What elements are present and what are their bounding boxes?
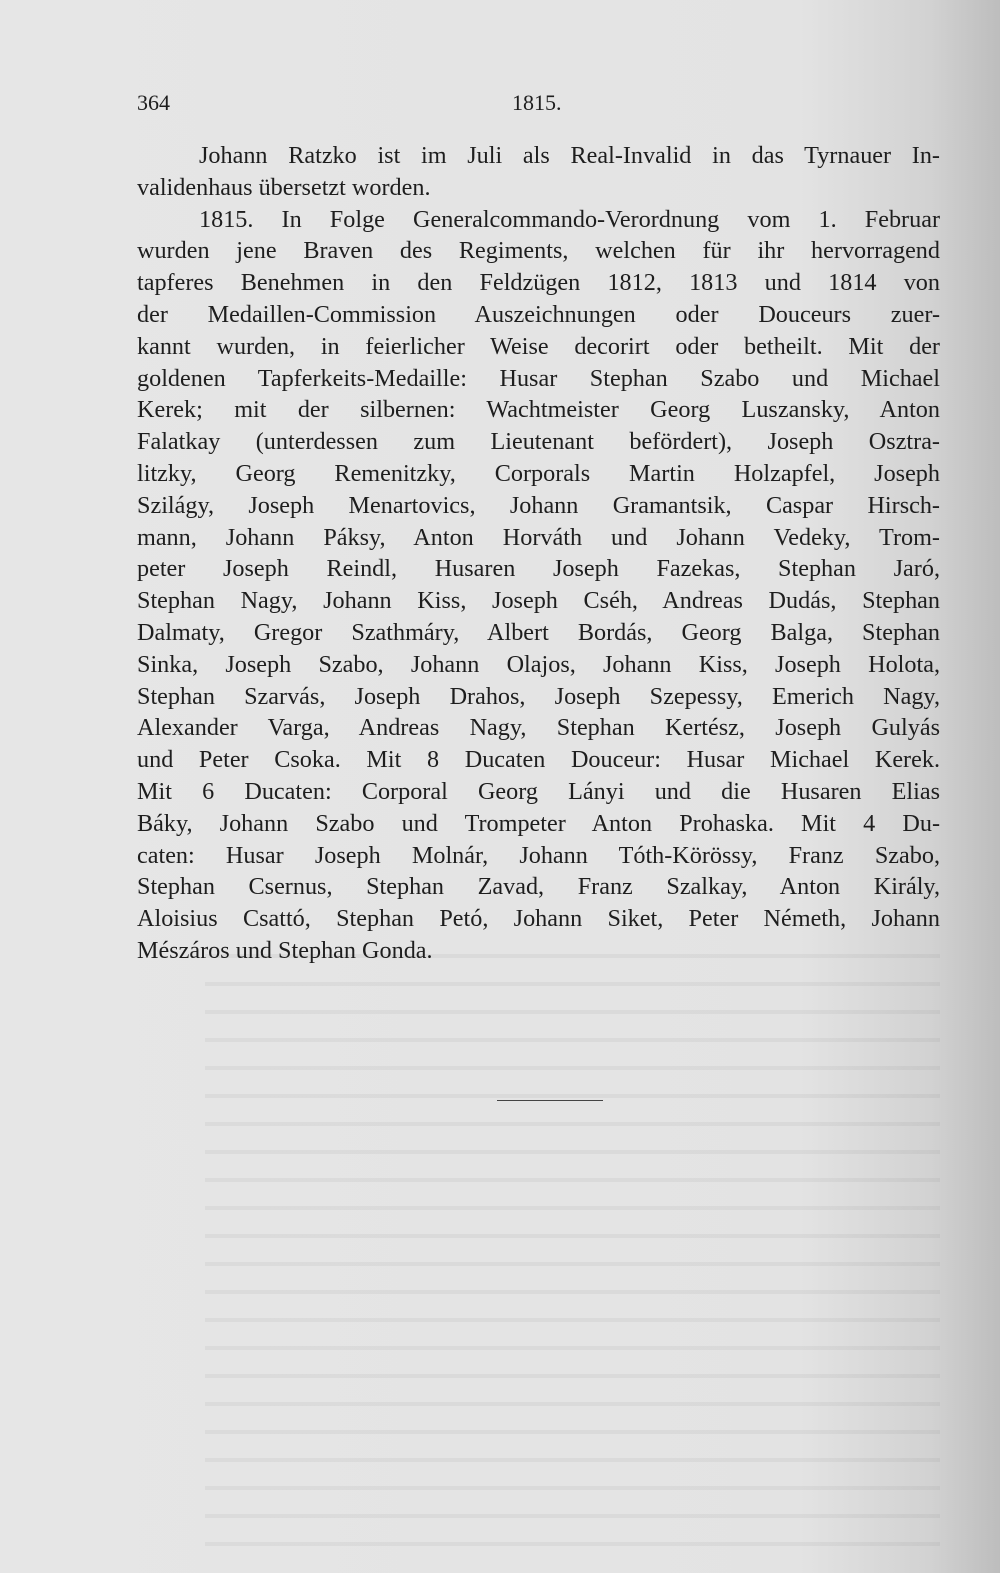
text-line: Stephan Nagy, Johann Kiss, Joseph Cséh, Andreas Dudás, Stephan — [137, 587, 940, 615]
running-head: 1815. — [512, 90, 562, 115]
section-divider — [497, 1100, 603, 1101]
text-line: litzky, Georg Remenitzky, Corporals Martin Holzapfel, Joseph — [137, 459, 940, 487]
text-line: Johann Ratzko ist im Juli als Real-Invalid in das Tyrnauer In- — [199, 142, 940, 169]
text-line: der Medaillen-Commission Auszeichnungen oder Douceurs zuer- — [137, 300, 940, 328]
show-through-texture — [205, 940, 940, 1560]
text-line: caten: Husar Joseph Molnár, Johann Tóth-Körössy, Franz Szabo, — [137, 841, 940, 869]
body-text — [137, 140, 940, 967]
text-line: Sinka, Joseph Szabo, Johann Olajos, Johann Kiss, Joseph Holota, — [137, 650, 940, 678]
text-line: Falatkay (unterdessen zum Lieutenant befördert), Joseph Osztra- — [137, 428, 940, 456]
text-line: Stephan Csernus, Stephan Zavad, Franz Szalkay, Anton Király, — [137, 873, 940, 901]
text-line: kannt wurden, in feierlicher Weise decorirt oder betheilt. Mit der — [137, 332, 940, 360]
text-line: Alexander Varga, Andreas Nagy, Stephan Kertész, Joseph Gulyás — [137, 714, 940, 742]
text-line: Szilágy, Joseph Menartovics, Johann Gramantsik, Caspar Hirsch- — [137, 491, 940, 519]
text-line: Mészáros und Stephan Gonda. — [137, 936, 433, 964]
text-line: mann, Johann Páksy, Anton Horváth und Johann Vedeky, Trom- — [137, 523, 940, 551]
text-line: Dalmaty, Gregor Szathmáry, Albert Bordás, Georg Balga, Stephan — [137, 618, 940, 646]
text-line: Mit 6 Ducaten: Corporal Georg Lányi und die Husaren Elias — [137, 777, 940, 805]
text-line: Aloisius Csattó, Stephan Petó, Johann Siket, Peter Németh, Johann — [137, 905, 940, 933]
text-line: Báky, Johann Szabo und Trompeter Anton Prohaska. Mit 4 Du- — [137, 809, 940, 837]
text-line: wurden jene Braven des Regiments, welchen für ihr hervorragend — [137, 237, 940, 265]
text-line: validenhaus übersetzt worden. — [137, 173, 431, 201]
text-line: tapferes Benehmen in den Feldzügen 1812, 1813 und 1814 von — [137, 269, 940, 297]
text-line: 1815. In Folge Generalcommando-Verordnung vom 1. Februar — [199, 205, 940, 233]
text-line: peter Joseph Reindl, Husaren Joseph Fazekas, Stephan Jaró, — [137, 555, 940, 583]
text-line: und Peter Csoka. Mit 8 Ducaten Douceur: Husar Michael Kerek. — [137, 746, 940, 774]
text-line: Kerek; mit der silbernen: Wachtmeister Georg Luszansky, Anton — [137, 396, 940, 424]
page-number: 364 — [137, 90, 170, 115]
text-line: Stephan Szarvás, Joseph Drahos, Joseph Szepessy, Emerich Nagy, — [137, 682, 940, 710]
page-header — [137, 90, 937, 120]
text-line: goldenen Tapferkeits-Medaille: Husar Stephan Szabo und Michael — [137, 364, 940, 392]
